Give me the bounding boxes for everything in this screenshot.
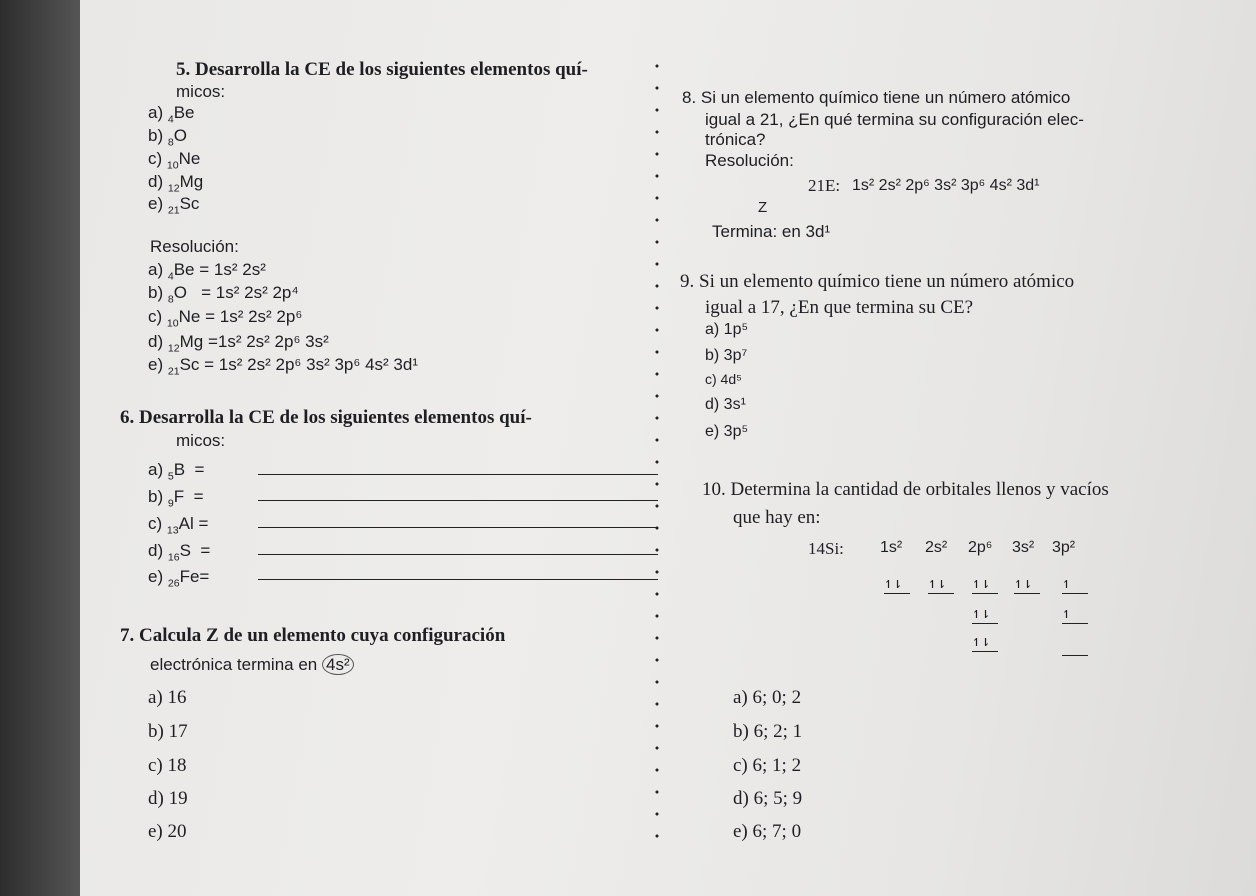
q9-title-cont: igual a 17, ¿En que termina su CE? (705, 297, 974, 318)
orbital-1s: ↿⇂ (884, 574, 910, 594)
orbital-2s: ↿⇂ (928, 574, 954, 594)
q6-item-c: c) $_{13}$Al = (148, 514, 209, 537)
q5-answer-b: b) $_8$O = 1s² 2s² 2p⁴ (148, 283, 299, 306)
orbital-2p-1: ↿⇂ (972, 574, 998, 594)
q6-item-d: d) $_{16}$S = (148, 541, 211, 564)
q5-resolucion-label: Resolución: (150, 237, 239, 256)
q5-answer-e: e) $_{21}$Sc = 1s² 2s² 2p⁶ 3s² 3p⁶ 4s² 3d¹ (148, 355, 418, 378)
orbital-2p-3: ↿⇂ (972, 632, 998, 652)
q5-item-e: e) $_{21}$Sc (148, 194, 200, 217)
q7-ending: 4s² (322, 654, 354, 675)
q8-config: 1s² 2s² 2p⁶ 3s² 3p⁶ 4s² 3d¹ (852, 177, 1040, 194)
q6-title: 6. Desarrolla la CE de los siguientes elementos quí- (120, 407, 532, 428)
orbital-3p-2: ↿ (1062, 604, 1088, 624)
q6-answer-line-c[interactable] (258, 527, 658, 528)
q7-title: 7. Calcula Z de un elemento cuya configuración (120, 625, 506, 646)
q7-option-d[interactable]: d) 19 (148, 788, 188, 809)
q10-title: 10. Determina la cantidad de orbitales llenos y vacíos (702, 479, 1109, 500)
q6-answer-line-b[interactable] (258, 500, 658, 501)
q8-termina: Termina: en 3d¹ (712, 222, 831, 241)
q10-option-d[interactable]: d) 6; 5; 9 (733, 788, 803, 809)
q5-item-a: a) $_4$Be (148, 103, 195, 126)
q9-option-c[interactable]: c) 4d⁵ (705, 371, 742, 387)
column-divider (655, 55, 659, 855)
q6-answer-line-e[interactable] (258, 579, 658, 580)
q9-option-b[interactable]: b) 3p⁷ (705, 347, 748, 364)
q8-title: 8. Si un elemento químico tiene un número atómico (682, 88, 1071, 107)
q10-config-3s: 3s² (1012, 539, 1035, 556)
q6-answer-line-d[interactable] (258, 554, 658, 555)
q5-answer-a: a) $_4$Be = 1s² 2s² (148, 260, 266, 283)
q8-element: 21E: (808, 176, 841, 195)
q5-item-b: b) $_8$O (148, 126, 187, 149)
q9-option-d[interactable]: d) 3s¹ (705, 396, 746, 413)
q6-item-b: b) $_9$F = (148, 487, 204, 510)
orbital-3p-3 (1062, 636, 1088, 656)
q5-item-c: c) $_{10}$Ne (148, 149, 201, 172)
q10-option-c[interactable]: c) 6; 1; 2 (733, 755, 802, 776)
q9-title: 9. Si un elemento químico tiene un número atómico (680, 271, 1075, 292)
q6-title-cont: micos: (176, 431, 226, 450)
q7-option-b[interactable]: b) 17 (148, 721, 188, 742)
orbital-2p-2: ↿⇂ (972, 604, 998, 624)
q10-option-a[interactable]: a) 6; 0; 2 (733, 687, 802, 708)
q8-title-cont: igual a 21, ¿En qué termina su configuración elec- (705, 110, 1084, 129)
q6-answer-line-a[interactable] (258, 474, 658, 475)
q9-option-e[interactable]: e) 3p⁵ (705, 423, 749, 440)
q5-title-cont: micos: (176, 82, 226, 101)
q10-config-1s: 1s² (880, 539, 903, 556)
orbital-3s: ↿⇂ (1014, 574, 1040, 594)
q10-option-b[interactable]: b) 6; 2; 1 (733, 721, 803, 742)
q10-title-cont: que hay en: (733, 507, 821, 528)
background-edge (0, 0, 80, 896)
q7-option-c[interactable]: c) 18 (148, 755, 187, 776)
q5-title: 5. Desarrolla la CE de los siguientes elementos quí- (176, 59, 588, 80)
q10-config-3p: 3p² (1052, 539, 1076, 556)
q6-item-e: e) $_{26}$Fe= (148, 567, 210, 590)
q7-option-a[interactable]: a) 16 (148, 687, 187, 708)
orbital-3p-1: ↿ (1062, 574, 1088, 594)
q8-resolucion-label: Resolución: (705, 151, 794, 170)
q8-title-end: trónica? (705, 130, 766, 149)
q10-config-2s: 2s² (925, 539, 948, 556)
q6-item-a: a) $_5$B = (148, 460, 205, 483)
q10-option-e[interactable]: e) 6; 7; 0 (733, 821, 802, 842)
q5-item-d: d) $_{12}$Mg (148, 172, 204, 195)
q5-answer-c: c) $_{10}$Ne = 1s² 2s² 2p⁶ (148, 307, 303, 330)
q10-config-2p: 2p⁶ (968, 539, 993, 556)
q5-answer-d: d) $_{12}$Mg =1s² 2s² 2p⁶ 3s² (148, 332, 329, 355)
worksheet-page (80, 0, 1256, 896)
q9-option-a[interactable]: a) 1p⁵ (705, 321, 749, 338)
q7-title-cont: electrónica termina en 4s² (150, 656, 354, 673)
q7-option-e[interactable]: e) 20 (148, 821, 187, 842)
q8-z-label: Z (758, 199, 768, 216)
q10-element: 14Si: (808, 539, 844, 558)
